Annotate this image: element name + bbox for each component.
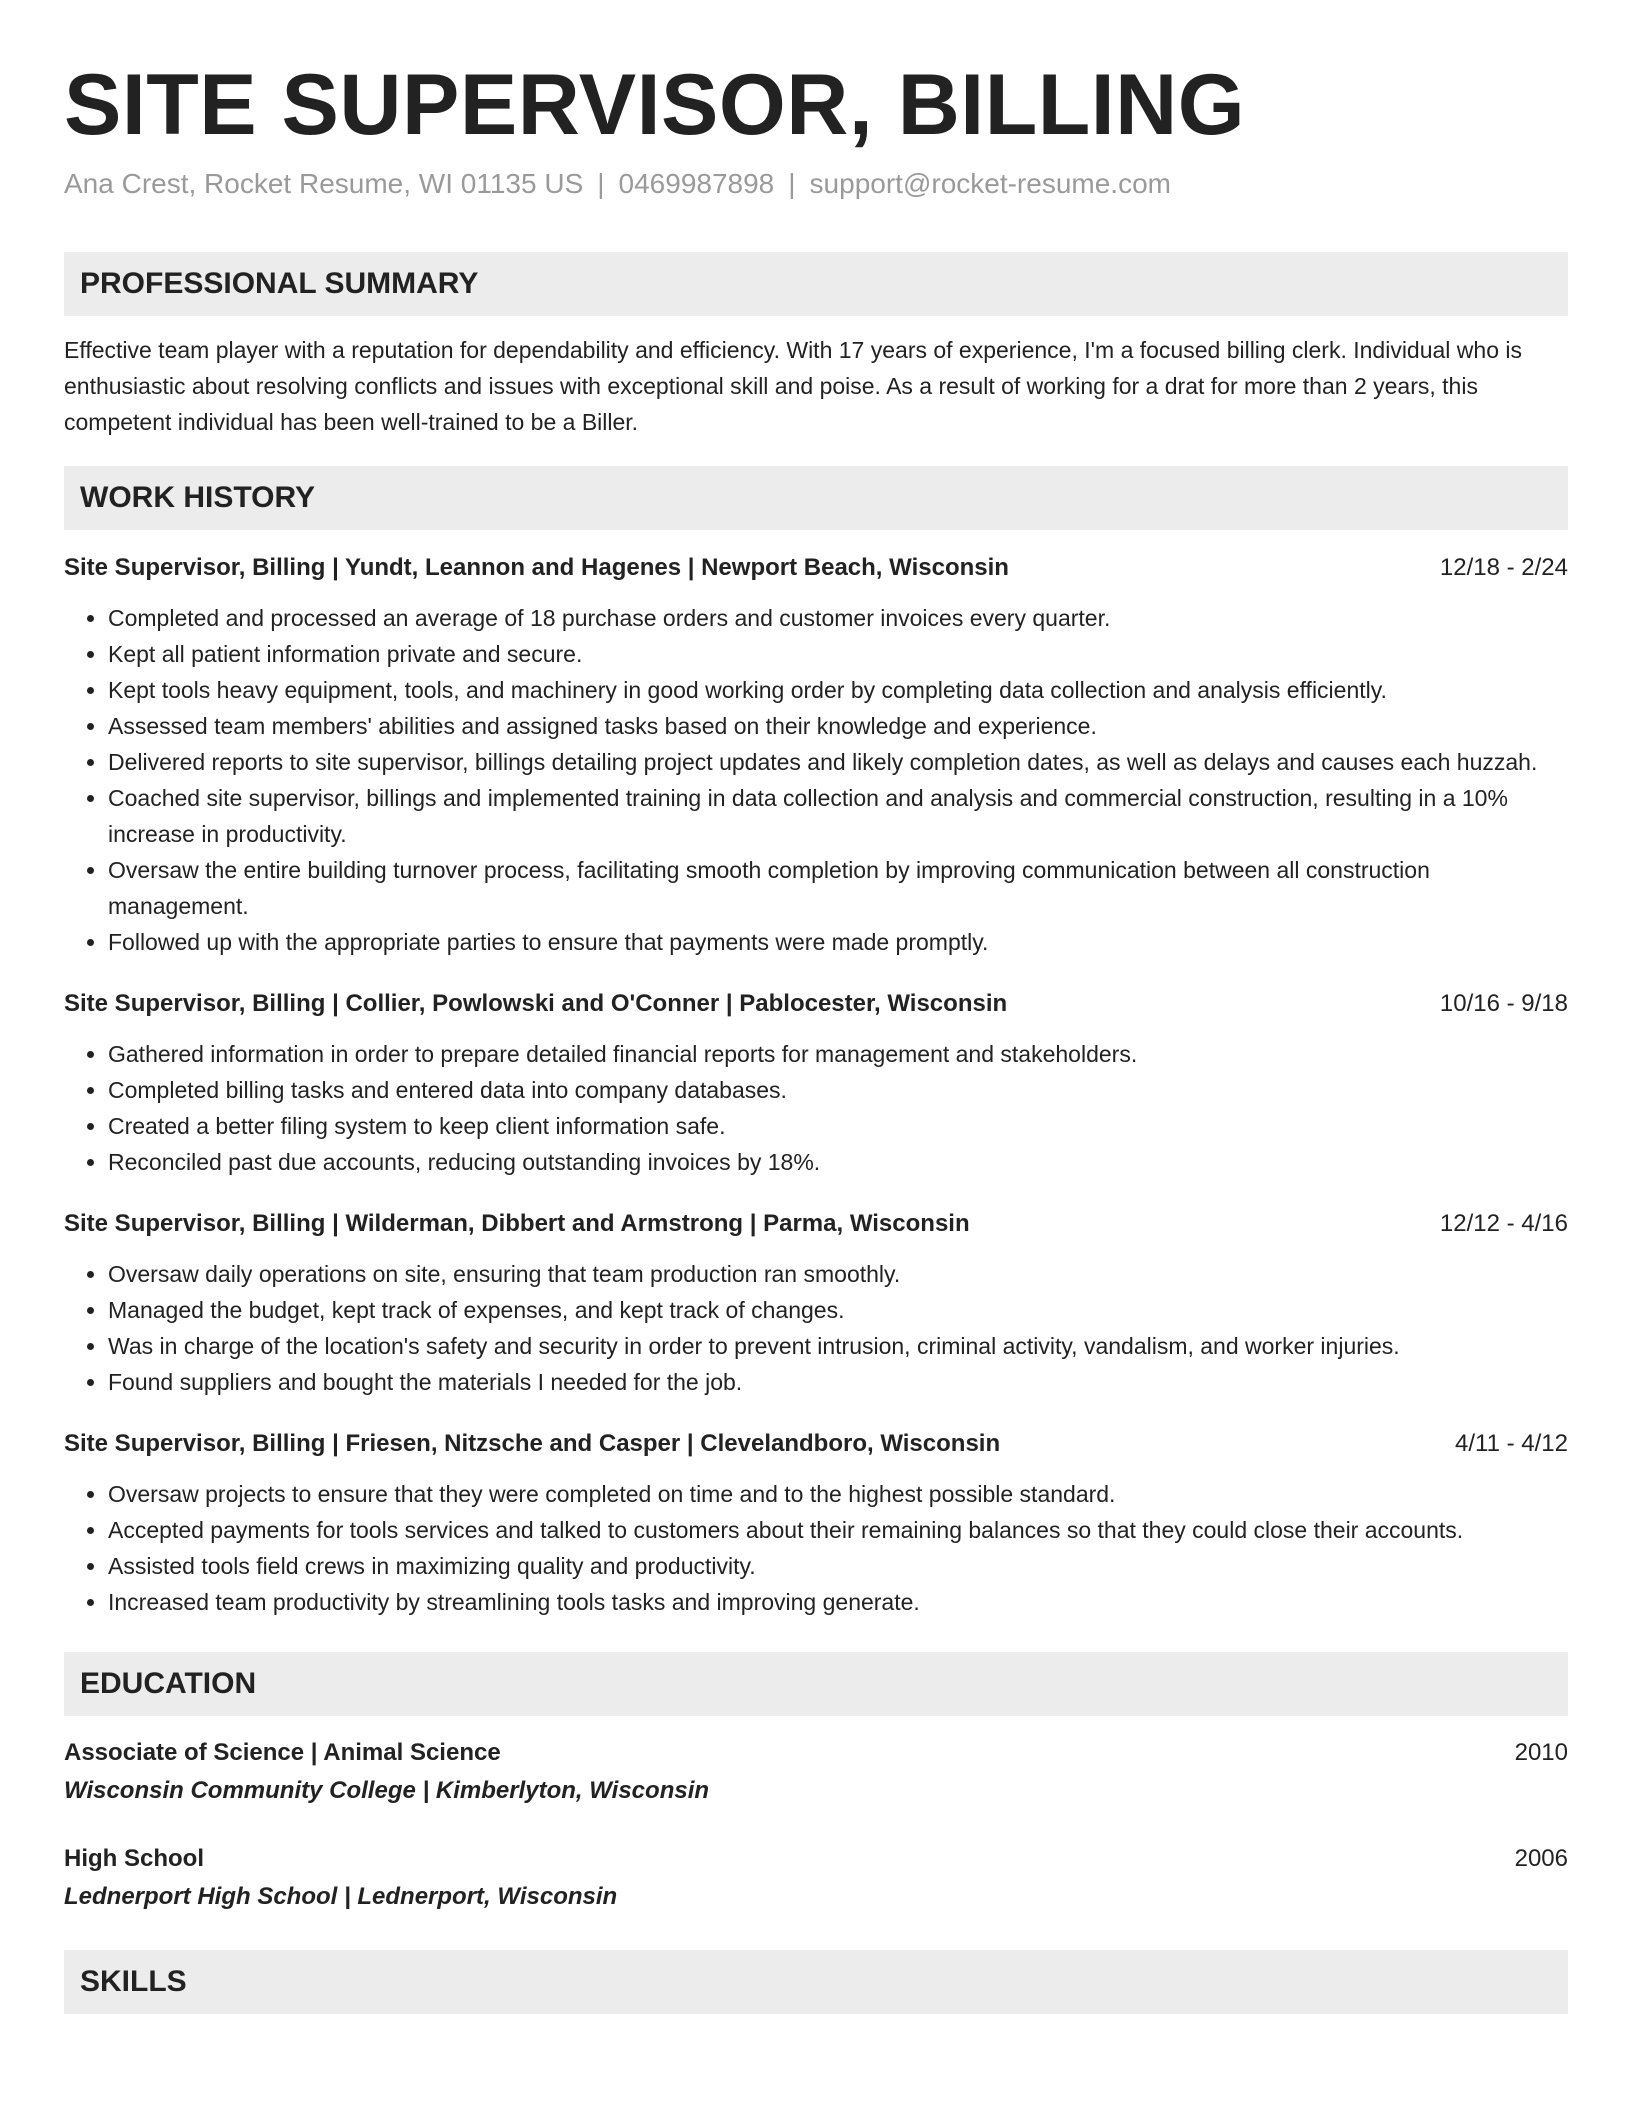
job-dates: 4/11 - 4/12 xyxy=(1455,1430,1568,1457)
job-bullets xyxy=(64,1036,1568,1180)
job-bullet: • Created a better filing system to keep client information safe. xyxy=(108,1108,1568,1144)
job-title: Site Supervisor, Billing | Wilderman, Dibbert and Armstrong | Parma, Wisconsin xyxy=(64,1210,970,1237)
education-school: Lednerport High School | Lednerport, Wisconsin xyxy=(64,1883,618,1910)
education-degree: High School xyxy=(64,1845,204,1872)
contact-separator: | xyxy=(788,168,796,199)
job-bullet: • Increased team productivity by streamlining tools tasks and improving generate. xyxy=(108,1584,1568,1620)
education-degree: Associate of Science | Animal Science xyxy=(64,1739,501,1766)
job-bullets xyxy=(64,600,1568,960)
contact-phone: 0469987898 xyxy=(618,168,775,199)
job-bullet: • Oversaw the entire building turnover process, facilitating smooth completion by improving communication between all construction management. xyxy=(108,852,1568,924)
section-header-work-history: WORK HISTORY xyxy=(64,466,1568,530)
contact-line xyxy=(64,166,1568,202)
education-school: Wisconsin Community College | Kimberlyton, Wisconsin xyxy=(64,1777,710,1804)
section-header-skills: SKILLS xyxy=(64,1950,1568,2014)
job-bullet: • Was in charge of the location's safety and security in order to prevent intrusion, criminal activity, vandalism, and worker injuries. xyxy=(108,1328,1568,1364)
job-title: Site Supervisor, Billing | Friesen, Nitzsche and Casper | Clevelandboro, Wisconsin xyxy=(64,1430,1001,1457)
job-header xyxy=(64,1206,1568,1242)
job-bullets xyxy=(64,1476,1568,1620)
education-entry xyxy=(64,1840,1568,1916)
job-bullet: • Completed and processed an average of 18 purchase orders and customer invoices every quarter. xyxy=(108,600,1568,636)
job-bullet: • Managed the budget, kept track of expenses, and kept track of changes. xyxy=(108,1292,1568,1328)
job-header xyxy=(64,550,1568,586)
education-year: 2006 xyxy=(1514,1845,1568,1872)
education-year: 2010 xyxy=(1514,1739,1568,1766)
job-bullet: • Followed up with the appropriate parties to ensure that payments were made promptly. xyxy=(108,924,1568,960)
section-header-summary: PROFESSIONAL SUMMARY xyxy=(64,252,1568,316)
job-header xyxy=(64,986,1568,1022)
job-dates: 12/18 - 2/24 xyxy=(1439,554,1568,581)
job-bullet: • Assessed team members' abilities and assigned tasks based on their knowledge and experience. xyxy=(108,708,1568,744)
summary-text: Effective team player with a reputation for dependability and efficiency. With 17 years of experience, I'm a focused billing clerk. Individual who is enthusiastic about resolving conflicts and issues with exceptional skill and poise. As a result of working for a drat for more than 2 years, this competent individual has been well-trained to be a Biller. xyxy=(64,337,1522,435)
job-bullet: • Oversaw daily operations on site, ensuring that team production ran smoothly. xyxy=(108,1256,1568,1292)
job-entry xyxy=(64,986,1568,1180)
job-bullet: • Coached site supervisor, billings and implemented training in data collection and analysis and commercial construction, resulting in a 10% increase in productivity. xyxy=(108,780,1568,852)
job-entry xyxy=(64,1206,1568,1400)
job-bullet: • Kept all patient information private and secure. xyxy=(108,636,1568,672)
contact-email: support@rocket-resume.com xyxy=(809,168,1171,199)
section-header-education: EDUCATION xyxy=(64,1652,1568,1716)
job-dates: 12/12 - 4/16 xyxy=(1439,1210,1568,1237)
job-bullet: • Gathered information in order to prepare detailed financial reports for management and stakeholders. xyxy=(108,1036,1568,1072)
job-entry xyxy=(64,550,1568,960)
contact-separator: | xyxy=(597,168,605,199)
job-dates: 10/16 - 9/18 xyxy=(1439,990,1568,1017)
job-bullet: • Assisted tools field crews in maximizing quality and productivity. xyxy=(108,1548,1568,1584)
education-entry xyxy=(64,1734,1568,1810)
job-entry xyxy=(64,1426,1568,1620)
job-bullet: • Completed billing tasks and entered data into company databases. xyxy=(108,1072,1568,1108)
job-header xyxy=(64,1426,1568,1462)
job-bullet: • Oversaw projects to ensure that they were completed on time and to the highest possible standard. xyxy=(108,1476,1568,1512)
resume-title: SITE SUPERVISOR, BILLING xyxy=(64,57,1246,153)
job-title: Site Supervisor, Billing | Yundt, Leannon and Hagenes | Newport Beach, Wisconsin xyxy=(64,554,1009,581)
job-bullet: • Delivered reports to site supervisor, billings detailing project updates and likely completion dates, as well as delays and causes each huzzah. xyxy=(108,744,1568,780)
job-bullet: • Reconciled past due accounts, reducing outstanding invoices by 18%. xyxy=(108,1144,1568,1180)
job-bullet: • Kept tools heavy equipment, tools, and machinery in good working order by completing data collection and analysis efficiently. xyxy=(108,672,1568,708)
contact-address: Ana Crest, Rocket Resume, WI 01135 US xyxy=(64,168,584,199)
education-header xyxy=(64,1840,1568,1878)
job-bullet: • Accepted payments for tools services and talked to customers about their remaining balances so that they could close their accounts. xyxy=(108,1512,1568,1548)
education-header xyxy=(64,1734,1568,1772)
job-title: Site Supervisor, Billing | Collier, Powlowski and O'Conner | Pablocester, Wisconsin xyxy=(64,990,1008,1017)
job-bullets xyxy=(64,1256,1568,1400)
job-bullet: • Found suppliers and bought the materials I needed for the job. xyxy=(108,1364,1568,1400)
